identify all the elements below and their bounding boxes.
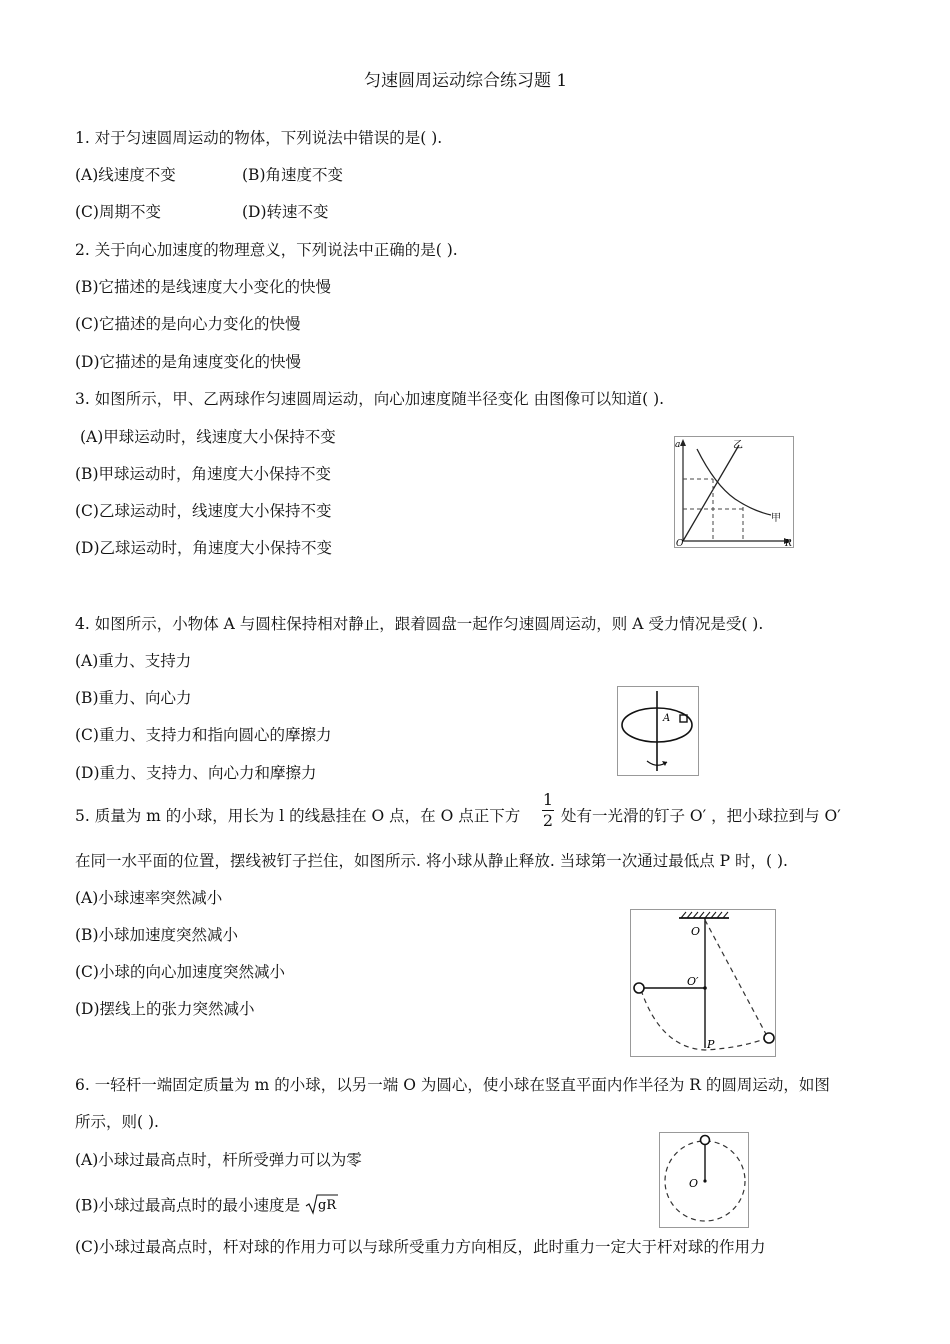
q5-fraction [541, 791, 555, 830]
q5-dashed-string [705, 920, 767, 1036]
q6-figure-rod-circle [659, 1132, 749, 1228]
q5-dashed-arc [641, 990, 767, 1050]
q1-option-a: (A)线速度不变 [75, 166, 176, 184]
q5-option-c: (C)小球的向心加速度突然减小 [75, 963, 285, 981]
q5-ball-right [764, 1033, 774, 1043]
q5-stem-part1: 5. 质量为 m 的小球，用长为 l 的线悬挂在 O 点，在 O 点正下方 [75, 807, 521, 825]
q1-option-c: (C)周期不变 [75, 203, 161, 221]
q4-option-b: (B)重力、向心力 [75, 689, 192, 707]
q5-frac-num: 1 [542, 790, 554, 809]
q6-sqrt-content: gR [317, 1198, 337, 1213]
q3-option-c: (C)乙球运动时，线速度大小保持不变 [75, 502, 332, 520]
q3-label-yi: 乙 [733, 440, 743, 451]
q5-option-b: (B)小球加速度突然减小 [75, 926, 238, 944]
q3-option-b: (B)甲球运动时，角速度大小保持不变 [75, 465, 331, 483]
q5-label-o: O [691, 925, 701, 938]
q6-stem-line2: 所示，则( ). [75, 1113, 159, 1131]
q6-ball [701, 1136, 710, 1145]
q2-option-d: (D)它描述的是角速度变化的快慢 [75, 353, 302, 371]
q5-figure-pendulum [630, 909, 776, 1057]
q4-figure-disk [617, 686, 699, 776]
q6-option-b-text: (B)小球过最高点时的最小速度是 [75, 1196, 300, 1215]
q5-option-d: (D)摆线上的张力突然减小 [75, 1000, 255, 1018]
q6-sqrt [305, 1193, 339, 1220]
q5-label-o-prime: O′ [687, 975, 699, 988]
q3-figure-graph [674, 436, 794, 548]
q3-label-a: a [675, 440, 681, 450]
q3-option-d: (D)乙球运动时，角速度大小保持不变 [75, 539, 333, 557]
q4-label-a: A [663, 713, 671, 724]
q4-option-d: (D)重力、支持力、向心力和摩擦力 [75, 764, 317, 782]
q4-option-a: (A)重力、支持力 [75, 652, 192, 670]
q5-option-a: (A)小球速率突然减小 [75, 889, 223, 907]
q6-label-o: O [689, 1177, 699, 1190]
q3-stem: 3. 如图所示，甲、乙两球作匀速圆周运动，向心加速度随半径变化 由图像可以知道( ). [75, 390, 665, 408]
q6-option-c: (C)小球过最高点时，杆对球的作用力可以与球所受重力方向相反，此时重力一定大于杆对球的作用力 [75, 1238, 766, 1256]
q2-option-c: (C)它描述的是向心力变化的快慢 [75, 315, 301, 333]
q3-label-r: R [785, 539, 792, 547]
q4-stem: 4. 如图所示，小物体 A 与圆柱保持相对静止，跟着圆盘一起作匀速圆周运动，则 A 受力情况是受( ). [75, 615, 764, 633]
q5-frac-den: 2 [542, 811, 554, 830]
q1-option-d: (D)转速不变 [242, 203, 329, 221]
q5-label-p: P [707, 1038, 715, 1051]
q6-option-b [75, 1193, 339, 1220]
q2-stem: 2. 关于向心加速度的物理意义，下列说法中正确的是( ). [75, 241, 458, 259]
q1-stem: 1. 对于匀速圆周运动的物体，下列说法中错误的是( ). [75, 129, 443, 147]
q3-curve-jia [697, 449, 771, 515]
page-title: 匀速圆周运动综合练习题 1 [364, 71, 568, 91]
q4-option-c: (C)重力、支持力和指向圆心的摩擦力 [75, 726, 332, 744]
q2-option-b: (B)它描述的是线速度大小变化的快慢 [75, 278, 331, 296]
q3-line-yi [683, 445, 739, 541]
q5-stem-part2: 处有一光滑的钉子 O′ ，把小球拉到与 O′ [561, 807, 841, 825]
q5-ball-left [634, 983, 644, 993]
q3-label-o: O [676, 539, 684, 547]
q3-label-jia: 甲 [771, 513, 781, 524]
q6-option-a: (A)小球过最高点时，杆所受弹力可以为零 [75, 1151, 362, 1169]
q3-option-a: (A)甲球运动时，线速度大小保持不变 [80, 428, 336, 446]
q5-stem-line2: 在同一水平面的位置，摆线被钉子拦住，如图所示. 将小球从静止释放. 当球第一次通过最低点 P 时，( ). [75, 852, 788, 870]
q1-option-b: (B)角速度不变 [242, 166, 343, 184]
q6-stem-line1: 6. 一轻杆一端固定质量为 m 的小球，以另一端 O 为圆心，使小球在竖直平面内作半径为 R 的圆周运动，如图 [75, 1076, 830, 1094]
